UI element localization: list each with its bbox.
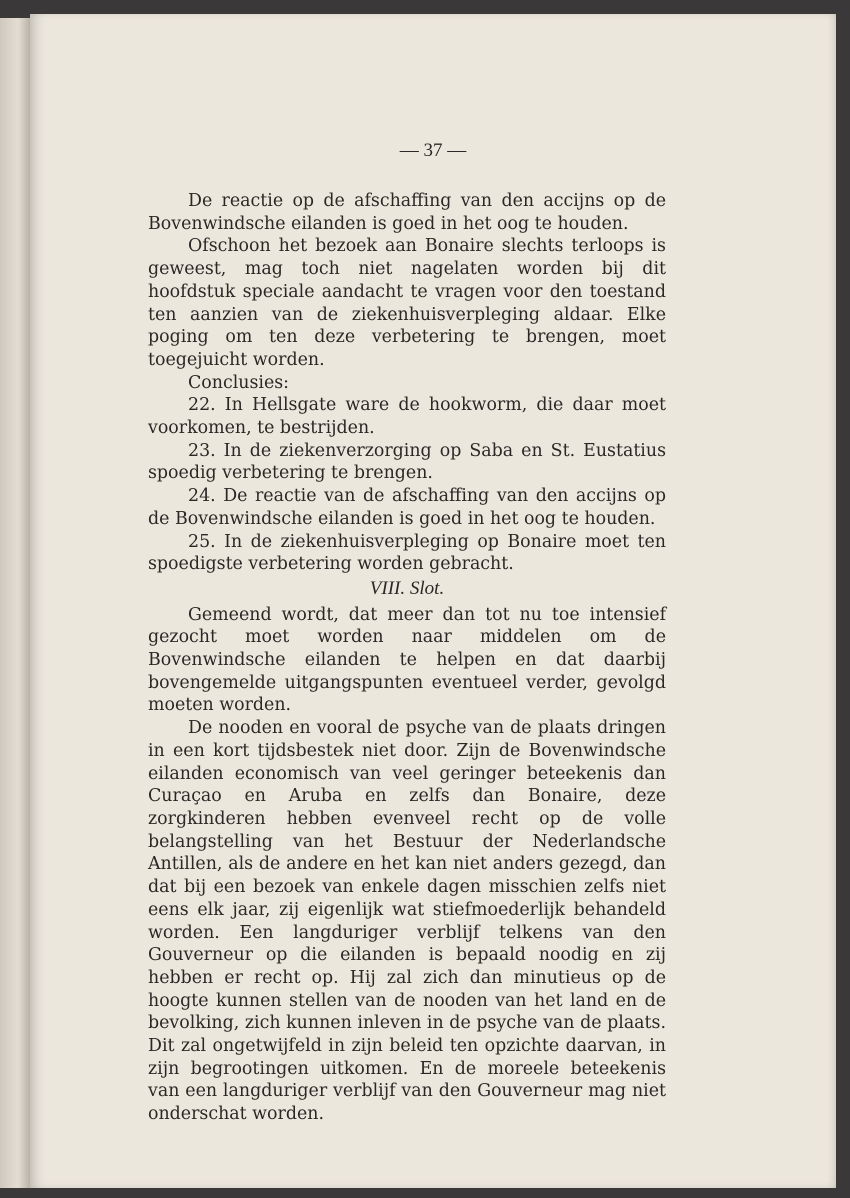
document-page: [30, 14, 836, 1188]
conclusions-label: Conclusies:: [188, 372, 290, 393]
paragraph: Gemeend wordt, dat meer dan tot nu toe intensief gezocht moet worden naar middelen om de Bovenwindsche eilanden te helpen en dat daarbij bovengemelde uitgangspunten eventueel verder, gevolgd moeten worden.: [148, 604, 666, 716]
paragraph: Ofschoon het bezoek aan Bonaire slechts terloops is geweest, mag toch niet nagelaten worden bij dit hoofdstuk speciale aandacht te vragen voor den toestand ten aanzien van de ziekenhuisverpleging aldaar. Elke poging om ten deze verbetering te brengen, moet toegejuicht worden.: [148, 236, 666, 370]
conclusion-item: 25. In de ziekenhuisverpleging op Bonaire moet ten spoedigste verbetering worden gebracht.: [148, 531, 666, 575]
conclusion-item: 23. In de ziekenverzorging op Saba en St. Eustatius spoedig verbetering te brengen.: [148, 440, 666, 484]
page-number: — 37 —: [399, 140, 467, 161]
conclusion-item: 24. De reactie van de afschaffing van den accijns op de Bovenwindsche eilanden is goed in het oog te houden.: [148, 486, 666, 529]
previous-page-edge: [0, 18, 30, 1188]
paragraph: De reactie op de afschaffing van den accijns op de Bovenwindsche eilanden is goed in het oog te houden.: [148, 191, 666, 234]
conclusion-item: 22. In Hellsgate ware de hookworm, die daar moet voorkomen, te bestrijden.: [148, 395, 666, 439]
section-heading: VIII. Slot.: [369, 577, 445, 599]
body-text: [148, 190, 666, 1126]
paragraph: De nooden en vooral de psyche van de plaats dringen in een kort tijdsbestek niet door. Zijn de Bovenwindsche eilanden economisch van veel geringer beteekenis dan Curaçao en Aruba en zelfs dan Bonaire, deze zorgkinderen hebben evenveel recht op de volle belangstelling van het Bestuur der Nederlandsche Antillen, als de andere en het kan niet anders gezegd, dan dat bij een bezoek van enkele dagen misschien zelfs niet eens elk jaar, zij eigenlijk wat stiefmoederlijk behandeld worden. Een langduriger verblijf telkens van den Gouverneur op die eilanden is bepaald noodig en zij hebben er recht op. Hij zal zich dan minutieus op de hoogte kunnen stellen van de nooden van het land en de bevolking, zich kunnen inleven in de psyche van de plaats. Dit zal ongetwijfeld in zijn beleid ten opzichte daarvan, in zijn begrootingen uitkomen. En de moreele beteekenis van een langduriger verblijf van den Gouverneur mag niet onderschat worden.: [148, 718, 666, 1125]
